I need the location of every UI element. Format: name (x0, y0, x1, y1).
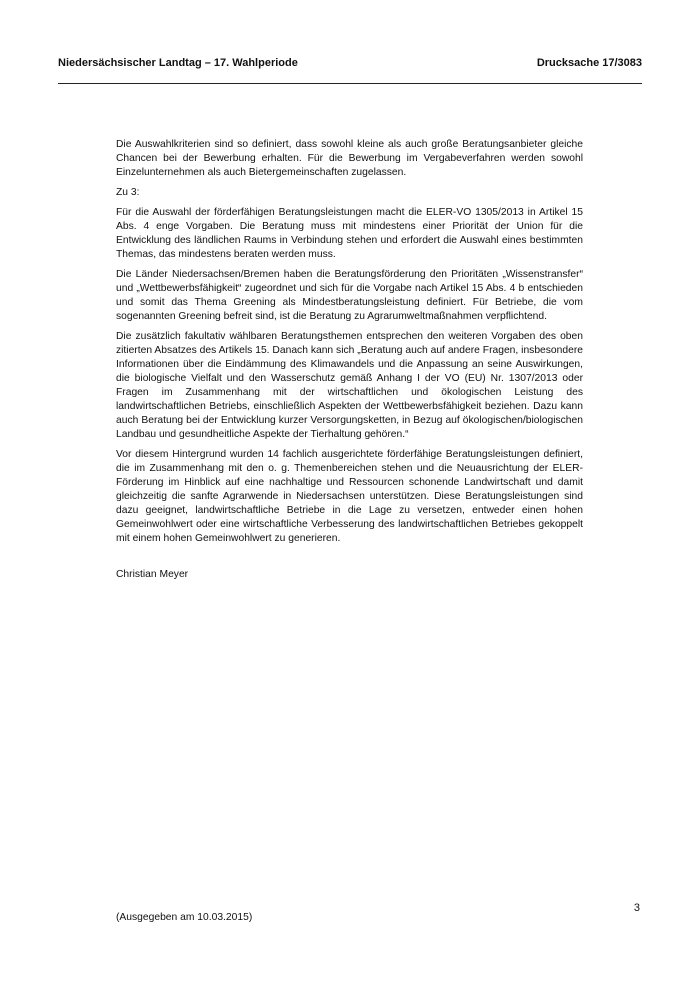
document-body (116, 138, 583, 582)
paragraph-selection-criteria: Die Auswahlkriterien sind so definiert, dass sowohl kleine als auch große Beratungsanbieter gleiche Chancen bei der Bewerbung erhalten. Für die Bewerbung im Vergabeverfahren werden sowohl Einzelunternehmen als auch Bietergemeinschaften zugelassen. (116, 139, 583, 178)
issued-date-note: (Ausgegeben am 10.03.2015) (116, 912, 253, 923)
page-number: 3 (633, 902, 640, 914)
paragraph-priorities: Die Länder Niedersachsen/Bremen haben die Beratungsförderung den Prioritäten „Wissenstransfer“ und „Wettbewerbsfähigkeit“ zugeordnet und sich für die Vorgabe nach Artikel 15 Abs. 4 b entschieden und somit das Thema Greening als Mindestberatungsleistung definiert. Für Betriebe, die vom sogenannten Greening befreit sind, ist die Beratung zu Agrarumweltmaßnahmen verpflichtend. (116, 269, 583, 322)
parliament-title: Niedersächsischer Landtag – 17. Wahlperiode (58, 57, 298, 69)
paragraph-background: Vor diesem Hintergrund wurden 14 fachlich ausgerichtete förderfähige Beratungsleistungen definiert, die im Zusammenhang mit den o. g. Themenbereichen stehen und die Neuausrichtung der ELER-Förderung im Hinblick auf eine nachhaltige und Ressourcen schonende Landwirtschaft und damit gleichzeitig die sanfte Agrarwende in Niedersachsen unterstützen. Diese Beratungsleistungen sind dazu geeignet, landwirtschaftliche Betriebe in die Lage zu versetzen, entweder einen hohen Gemeinwohlwert oder eine wirtschaftliche Verbesserung des landwirtschaftlichen Betriebes gekoppelt mit einem hohen Gemeinwohlwert zu generieren. (116, 449, 583, 544)
paragraph-optional-topics: Die zusätzlich fakultativ wählbaren Beratungsthemen entsprechen den weiteren Vorgaben des oben zitierten Absatzes des Artikels 15. Danach kann sich „Beratung auch auf andere Fragen, insbesondere Informationen über die Eindämmung des Klimawandels und die Anpassung an seine Auswirkungen, die biologische Vielfalt und den Wasserschutz gemäß Anhang I der VO (EU) Nr. 1307/2013 oder Fragen im Zusammenhang mit der wirtschaftlichen und ökologischen Leistung des landwirtschaftlichen Betriebs, einschließlich Aspekten der Wettbewerbsfähigkeit beziehen. Dazu kann auch Beratung bei der Entwicklung kurzer Versorgungsketten, in Bezug auf ökologischen/biologischen Landbau und gesundheitliche Aspekte der Tierhaltung gehören.“ (116, 331, 583, 440)
section-heading-zu-3: Zu 3: (116, 187, 140, 198)
page-header (58, 57, 642, 84)
signature: Christian Meyer (116, 569, 189, 580)
paragraph-eler-vo: Für die Auswahl der förderfähigen Beratungsleistungen macht die ELER-VO 1305/2013 in Artikel 15 Abs. 4 enge Vorgaben. Die Beratung muss mit mindestens einer Priorität der Union für die Entwicklung des ländlichen Raums in Verbindung stehen und erfordert die Auswahl eines bestimmten Themas, das mindestens beraten werden muss. (116, 207, 583, 260)
document-number: Drucksache 17/3083 (536, 57, 642, 69)
